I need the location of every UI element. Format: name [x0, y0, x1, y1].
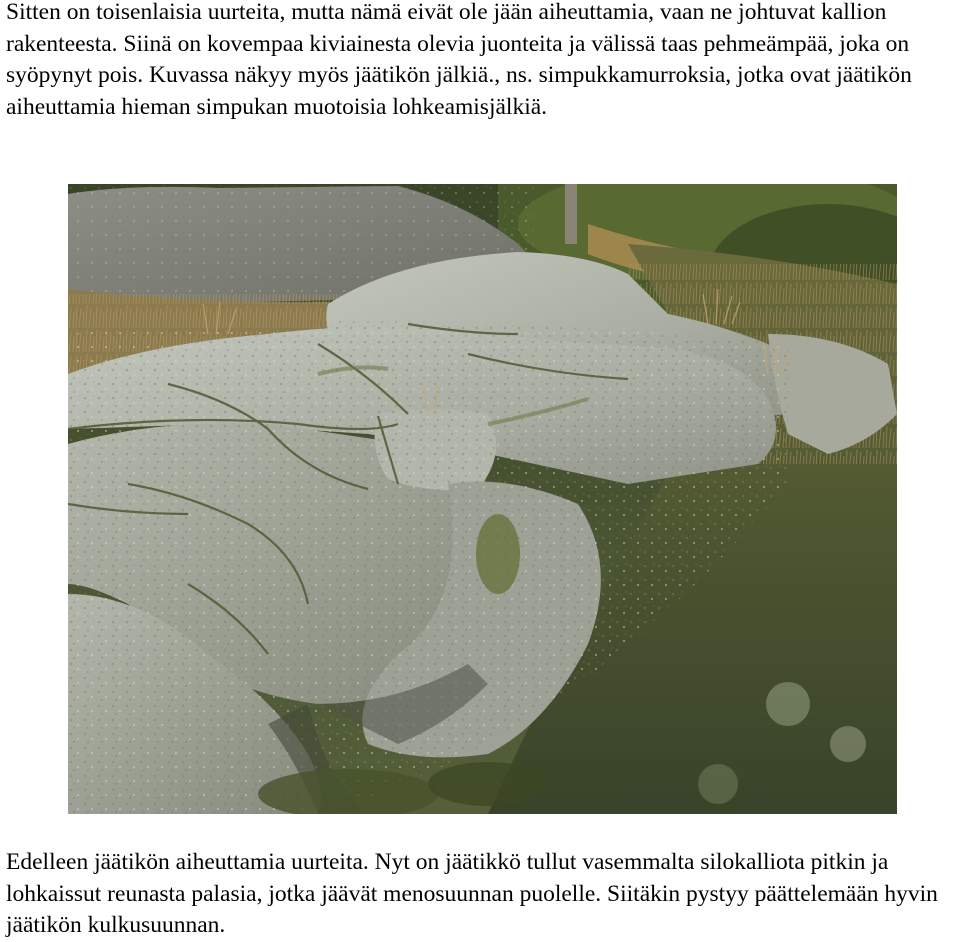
rock-outcrop-photo — [68, 184, 897, 814]
caption-paragraph: Edelleen jäätikön aiheuttamia uurteita. Nyt on jäätikkö tullut vasemmalta silokalliota pitkin ja lohkaissut reunasta palasia, jotka jäävät menosuunnan puolelle. Siitäkin pystyy päättelemään hyvin jäätikön kulkusuunnan. — [6, 849, 938, 938]
intro-paragraph: Sitten on toisenlaisia uurteita, mutta nämä eivät ole jään aiheuttamia, vaan ne johtuvat kallion rakenteesta. Siinä on kovempaa kiviainesta olevia juonteita ja välissä taas pehmeämpää, joka on syöpynyt pois. Kuvassa näkyy myös jäätikön jälkiä., ns. simpukkamurroksia, jotka ovat jäätikön aiheuttamia hieman simpukan muotoisia lohkeamisjälkiä. — [6, 0, 912, 120]
rock-photo-illustration — [68, 184, 897, 814]
